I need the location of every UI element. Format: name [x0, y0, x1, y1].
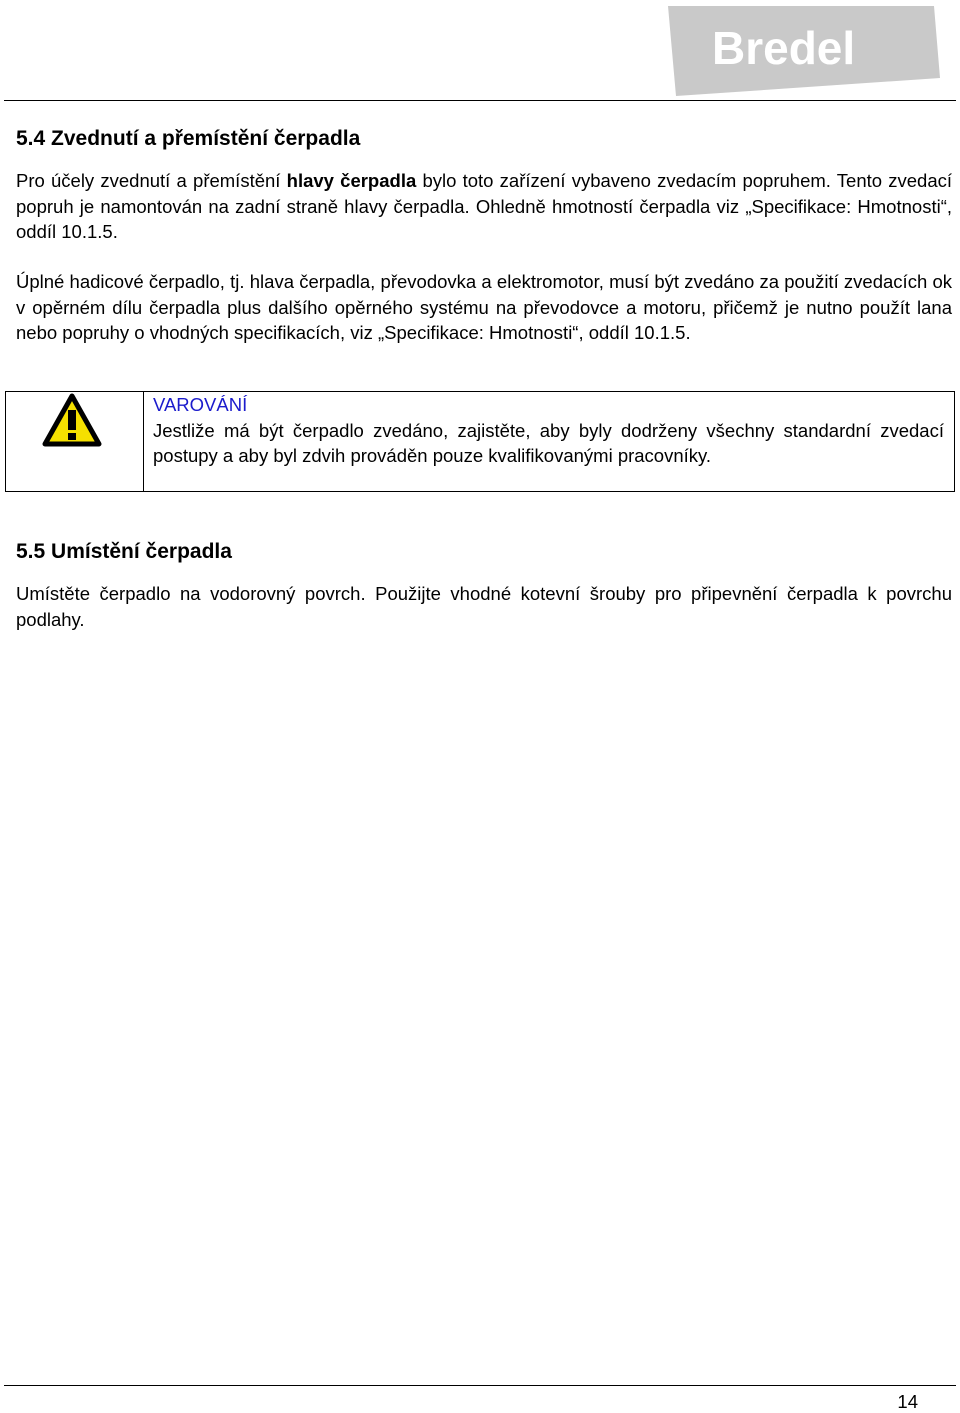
warning-text-cell — [144, 392, 954, 491]
bredel-logo — [668, 6, 940, 96]
section-heading-5-4: 5.4 Zvednutí a přemístění čerpadla — [16, 127, 361, 150]
paragraph-lifting-strap-bold: hlavy čerpadla — [286, 170, 417, 191]
section-5-5-body — [16, 581, 952, 632]
section-5-4-body — [16, 168, 952, 245]
header-divider — [4, 100, 956, 101]
logo-text: Bredel — [712, 22, 856, 74]
warning-title: VAROVÁNÍ — [153, 394, 248, 415]
logo-graphic — [668, 6, 940, 96]
section-5-4 — [16, 126, 952, 152]
section-5-4-body-2 — [16, 269, 952, 346]
paragraph-complete-pump: Úplné hadicové čerpadlo, tj. hlava čerpadla, převodovka a elektromotor, musí být zvedáno za použití zvedacích ok v opěrném dílu čerpadla plus dalšího opěrného systému na převodovce a motoru, přičemž je nutno použít lana nebo popruhy o vhodných specifikacích, viz „Specifikace: Hmotnosti“, oddíl 10.1.5. — [16, 271, 952, 343]
footer-divider — [4, 1385, 956, 1386]
warning-icon-cell — [6, 392, 144, 491]
section-heading-5-5: 5.5 Umístění čerpadla — [16, 540, 232, 563]
warning-box — [5, 391, 955, 492]
paragraph-lifting-strap-end: bylo toto zařízení vybaveno zvedacím popruhem. Tento zvedací popruh je namontován na zadní straně hlavy čerpadla. Ohledně hmotností čerpadla viz „Specifikace: Hmotnosti“, oddíl 10.1.5. — [16, 170, 953, 242]
page-number: 14 — [897, 1391, 918, 1412]
warning-triangle-icon — [42, 393, 102, 449]
paragraph-lifting-strap-start: Pro účely zvednutí a přemístění — [16, 170, 287, 191]
paragraph-lifting-strap — [16, 168, 952, 245]
paragraph-placement: Umístěte čerpadlo na vodorovný povrch. Použijte vhodné kotevní šrouby pro připevnění čerpadla k povrchu podlahy. — [16, 583, 952, 630]
section-5-5 — [16, 539, 952, 565]
warning-text: Jestliže má být čerpadlo zvedáno, zajistěte, aby byly dodrženy všechny standardní zvedací postupy a aby byl zdvih prováděn pouze kvalifikovanými pracovníky. — [153, 419, 944, 466]
